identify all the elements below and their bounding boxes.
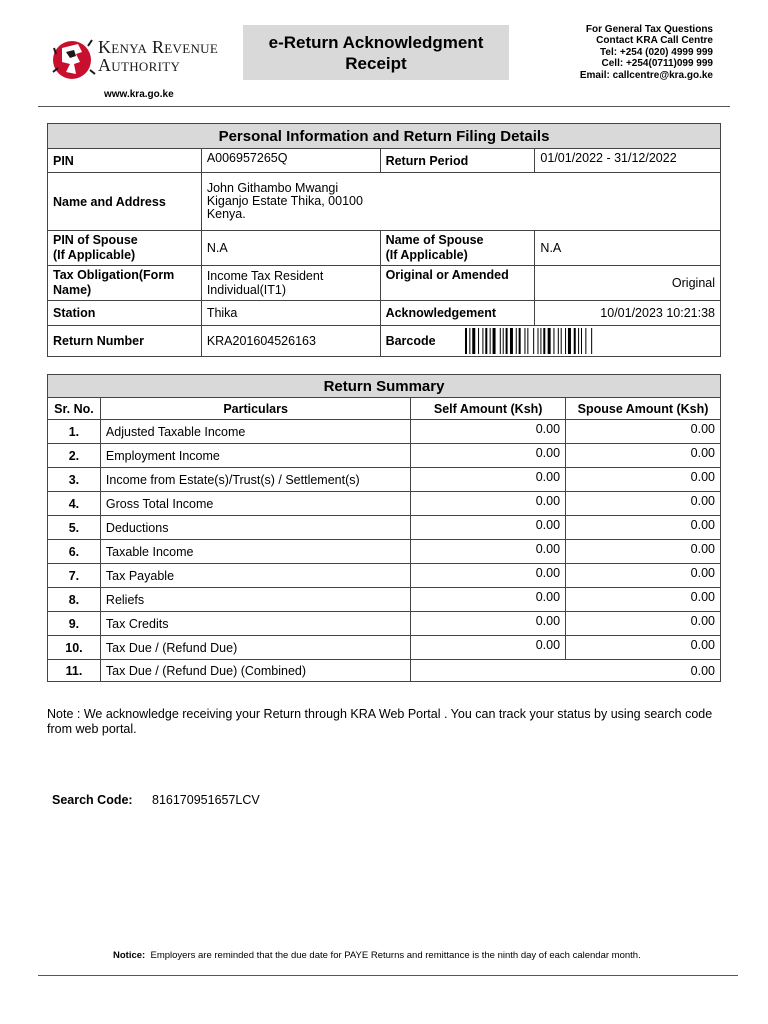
kra-lion-logo-icon xyxy=(52,34,96,84)
return-number-value: KRA201604526163 xyxy=(201,326,380,357)
row-number: 3. xyxy=(48,468,101,492)
table-row xyxy=(48,516,721,540)
row-number: 8. xyxy=(48,588,101,612)
table-row xyxy=(48,444,721,468)
title-line1: e-Return Acknowledgment xyxy=(268,32,484,52)
contact-line: Cell: +254(0711)099 999 xyxy=(601,58,713,70)
row-self-amount: 0.00 xyxy=(411,516,566,540)
title-line2: Receipt xyxy=(345,53,407,73)
table-row xyxy=(48,492,721,516)
station-label: Station xyxy=(48,301,202,326)
search-code-value: 816170951657LCV xyxy=(152,793,260,807)
row-spouse-amount: 0.00 xyxy=(566,588,721,612)
org-name-line2: Authority xyxy=(98,55,181,75)
section-title: Return Summary xyxy=(48,375,721,398)
original-amended-label: Original or Amended xyxy=(380,266,535,301)
table-row xyxy=(48,420,721,444)
row-number: 4. xyxy=(48,492,101,516)
row-self-amount: 0.00 xyxy=(411,564,566,588)
row-particular: Tax Credits xyxy=(100,612,410,636)
row-combined-amount: 0.00 xyxy=(411,660,721,682)
personal-info-table xyxy=(47,123,721,357)
return-period-value: 01/01/2022 - 31/12/2022 xyxy=(535,149,721,173)
row-self-amount: 0.00 xyxy=(411,588,566,612)
row-number: 1. xyxy=(48,420,101,444)
value-line: Individual(IT1) xyxy=(206,283,287,297)
tax-obligation-label xyxy=(48,266,202,301)
contact-line: For General Tax Questions xyxy=(585,24,713,35)
acknowledgement-label: Acknowledgement xyxy=(380,301,535,326)
table-row xyxy=(48,564,721,588)
name-spouse-label xyxy=(380,231,535,266)
divider xyxy=(38,106,730,107)
document-title xyxy=(243,25,509,80)
name-spouse-value: N.A xyxy=(535,231,721,266)
row-particular: Tax Payable xyxy=(100,564,410,588)
col-header-particulars: Particulars xyxy=(100,398,410,420)
row-particular: Tax Due / (Refund Due) (Combined) xyxy=(100,660,410,682)
pin-spouse-label xyxy=(48,231,202,266)
divider xyxy=(38,975,738,976)
address-line: John Githambo Mwangi xyxy=(206,181,339,195)
row-spouse-amount: 0.00 xyxy=(566,516,721,540)
pin-spouse-value: N.A xyxy=(201,231,380,266)
row-number: 2. xyxy=(48,444,101,468)
return-period-label: Return Period xyxy=(380,149,535,173)
contact-line: Tel: +254 (020) 4999 999 xyxy=(600,46,713,58)
org-name xyxy=(98,38,218,74)
barcode-icon xyxy=(465,328,655,354)
barcode-label: Barcode xyxy=(385,334,436,348)
original-amended-value: Original xyxy=(535,266,721,301)
address-line: Kiganjo Estate Thika, 00100 xyxy=(206,194,363,208)
row-spouse-amount: 0.00 xyxy=(566,564,721,588)
address-line: Kenya. xyxy=(206,207,246,221)
row-particular: Adjusted Taxable Income xyxy=(100,420,410,444)
row-spouse-amount: 0.00 xyxy=(566,540,721,564)
col-header-sr-no: Sr. No. xyxy=(48,398,101,420)
notice-text: Employers are reminded that the due date for PAYE Returns and remittance is the ninth day of each calendar month. xyxy=(150,950,641,961)
notice-label: Notice: xyxy=(113,950,146,961)
row-number: 9. xyxy=(48,612,101,636)
row-self-amount: 0.00 xyxy=(411,468,566,492)
row-spouse-amount: 0.00 xyxy=(566,636,721,660)
label-line: Name of Spouse xyxy=(385,233,484,247)
row-spouse-amount: 0.00 xyxy=(566,420,721,444)
note-text: Note : We acknowledge receiving your Return through KRA Web Portal . You can track your status by using search code from web portal. xyxy=(47,707,713,736)
table-row xyxy=(48,588,721,612)
row-self-amount: 0.00 xyxy=(411,612,566,636)
row-particular: Tax Due / (Refund Due) xyxy=(100,636,410,660)
row-number: 6. xyxy=(48,540,101,564)
section-title: Personal Information and Return Filing Details xyxy=(48,124,721,149)
table-row xyxy=(48,468,721,492)
row-particular: Gross Total Income xyxy=(100,492,410,516)
org-name-line1: Kenya Revenue xyxy=(98,37,219,57)
contact-line: Contact KRA Call Centre xyxy=(596,35,713,47)
row-self-amount: 0.00 xyxy=(411,444,566,468)
contact-info xyxy=(580,24,713,81)
row-number: 7. xyxy=(48,564,101,588)
row-spouse-amount: 0.00 xyxy=(566,612,721,636)
value-line: Income Tax Resident xyxy=(206,269,324,283)
row-self-amount: 0.00 xyxy=(411,636,566,660)
label-line: Name) xyxy=(53,283,92,297)
search-code-label: Search Code: xyxy=(52,793,133,807)
website-text: www.kra.go.ke xyxy=(104,89,174,100)
row-spouse-amount: 0.00 xyxy=(566,468,721,492)
row-number: 10. xyxy=(48,636,101,660)
label-line: PIN of Spouse xyxy=(53,233,138,247)
tax-obligation-value xyxy=(201,266,380,301)
row-number: 5. xyxy=(48,516,101,540)
pin-value: A006957265Q xyxy=(201,149,380,173)
row-particular: Income from Estate(s)/Trust(s) / Settlement(s) xyxy=(100,468,410,492)
label-line: Tax Obligation(Form xyxy=(53,268,175,282)
return-number-label: Return Number xyxy=(48,326,202,357)
row-particular: Taxable Income xyxy=(100,540,410,564)
footer-notice xyxy=(113,950,641,961)
row-particular: Employment Income xyxy=(100,444,410,468)
table-row xyxy=(48,612,721,636)
row-self-amount: 0.00 xyxy=(411,540,566,564)
row-self-amount: 0.00 xyxy=(411,492,566,516)
barcode-cell xyxy=(380,326,720,357)
row-number: 11. xyxy=(48,660,101,682)
station-value: Thika xyxy=(201,301,380,326)
row-particular: Reliefs xyxy=(100,588,410,612)
pin-label: PIN xyxy=(48,149,202,173)
row-spouse-amount: 0.00 xyxy=(566,444,721,468)
table-row xyxy=(48,636,721,660)
row-particular: Deductions xyxy=(100,516,410,540)
acknowledgement-value: 10/01/2023 10:21:38 xyxy=(535,301,721,326)
label-line: (If Applicable) xyxy=(53,248,136,262)
name-address-value xyxy=(201,173,720,231)
row-spouse-amount: 0.00 xyxy=(566,492,721,516)
return-summary-table xyxy=(47,374,721,682)
name-address-label: Name and Address xyxy=(48,173,202,231)
col-header-spouse-amount: Spouse Amount (Ksh) xyxy=(566,398,721,420)
contact-line: Email: callcentre@kra.go.ke xyxy=(579,69,713,81)
table-row xyxy=(48,540,721,564)
col-header-self-amount: Self Amount (Ksh) xyxy=(411,398,566,420)
row-self-amount: 0.00 xyxy=(411,420,566,444)
label-line: (If Applicable) xyxy=(385,248,468,262)
